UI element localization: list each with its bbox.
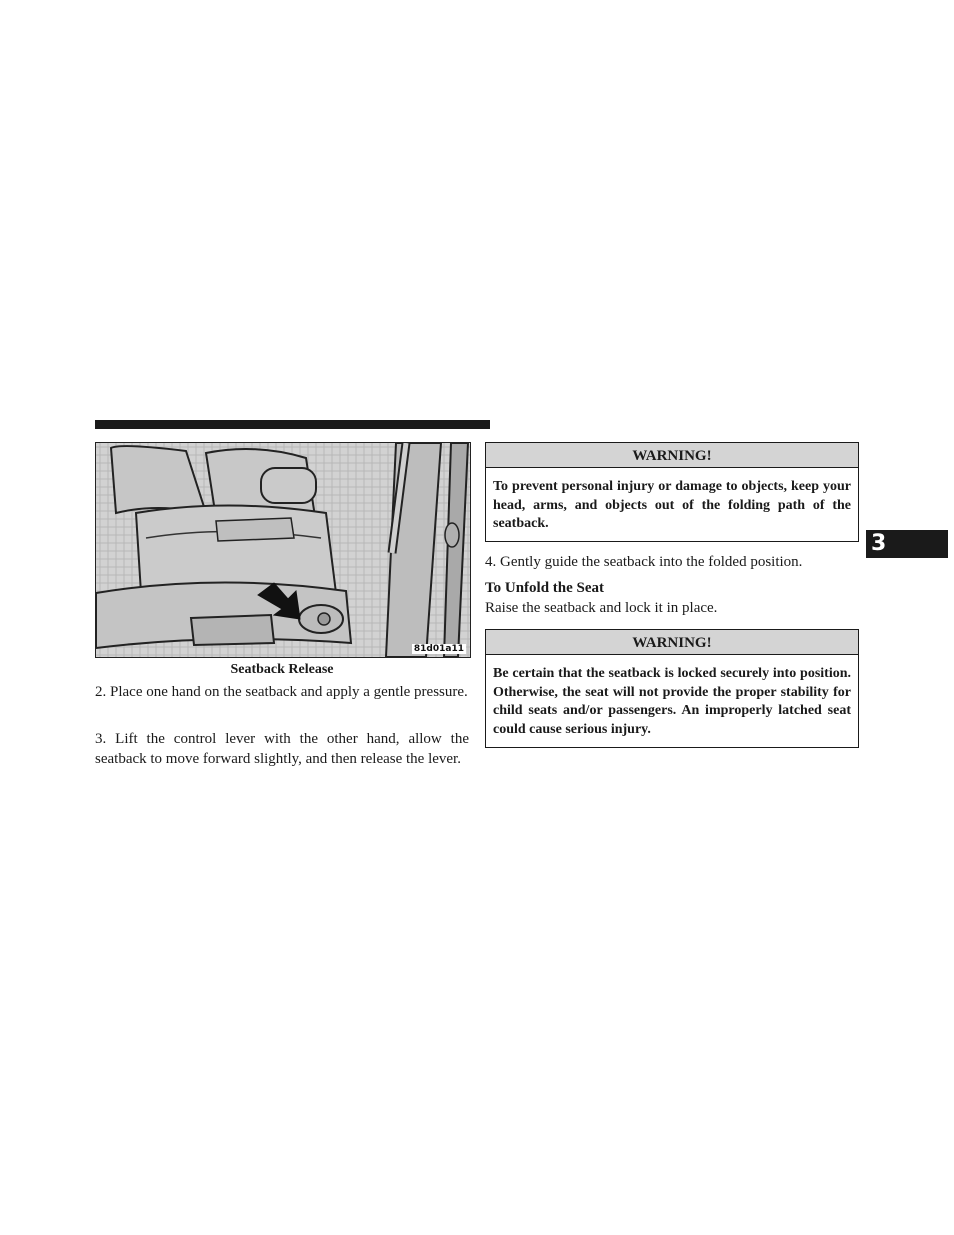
step-3: 3. Lift the control lever with the other hand, allow the seatback to move forward slightly, and then release the lever.	[95, 731, 469, 767]
warning-text: To prevent personal injury or damage to objects, keep your head, arms, and objects out of the folding path of the seatback.	[493, 479, 851, 532]
seat-drawing	[96, 443, 470, 657]
warning-text: Be certain that the seatback is locked securely into position. Otherwise, the seat will not provide the proper stability for child seats and/or passengers. An improperly latched seat could cause serious injury.	[493, 666, 851, 738]
warning-box-latch	[485, 629, 859, 748]
step-2: 2. Place one hand on the seatback and apply a gentle pressure.	[95, 684, 468, 700]
chapter-tab	[866, 530, 948, 558]
figure-caption: Seatback Release	[230, 662, 334, 677]
warning-title: WARNING!	[486, 443, 858, 468]
section-rule	[95, 420, 490, 429]
step-4: 4. Gently guide the seatback into the folded position.	[485, 554, 803, 570]
warning-title: WARNING!	[486, 630, 858, 655]
chapter-number: 3	[871, 531, 887, 556]
unfold-heading: To Unfold the Seat	[485, 580, 605, 596]
figure-code: 81d01a11	[413, 644, 464, 654]
seatback-release-illustration	[95, 442, 471, 658]
unfold-text: Raise the seatback and lock it in place.	[485, 600, 718, 616]
warning-box-folding	[485, 442, 859, 542]
